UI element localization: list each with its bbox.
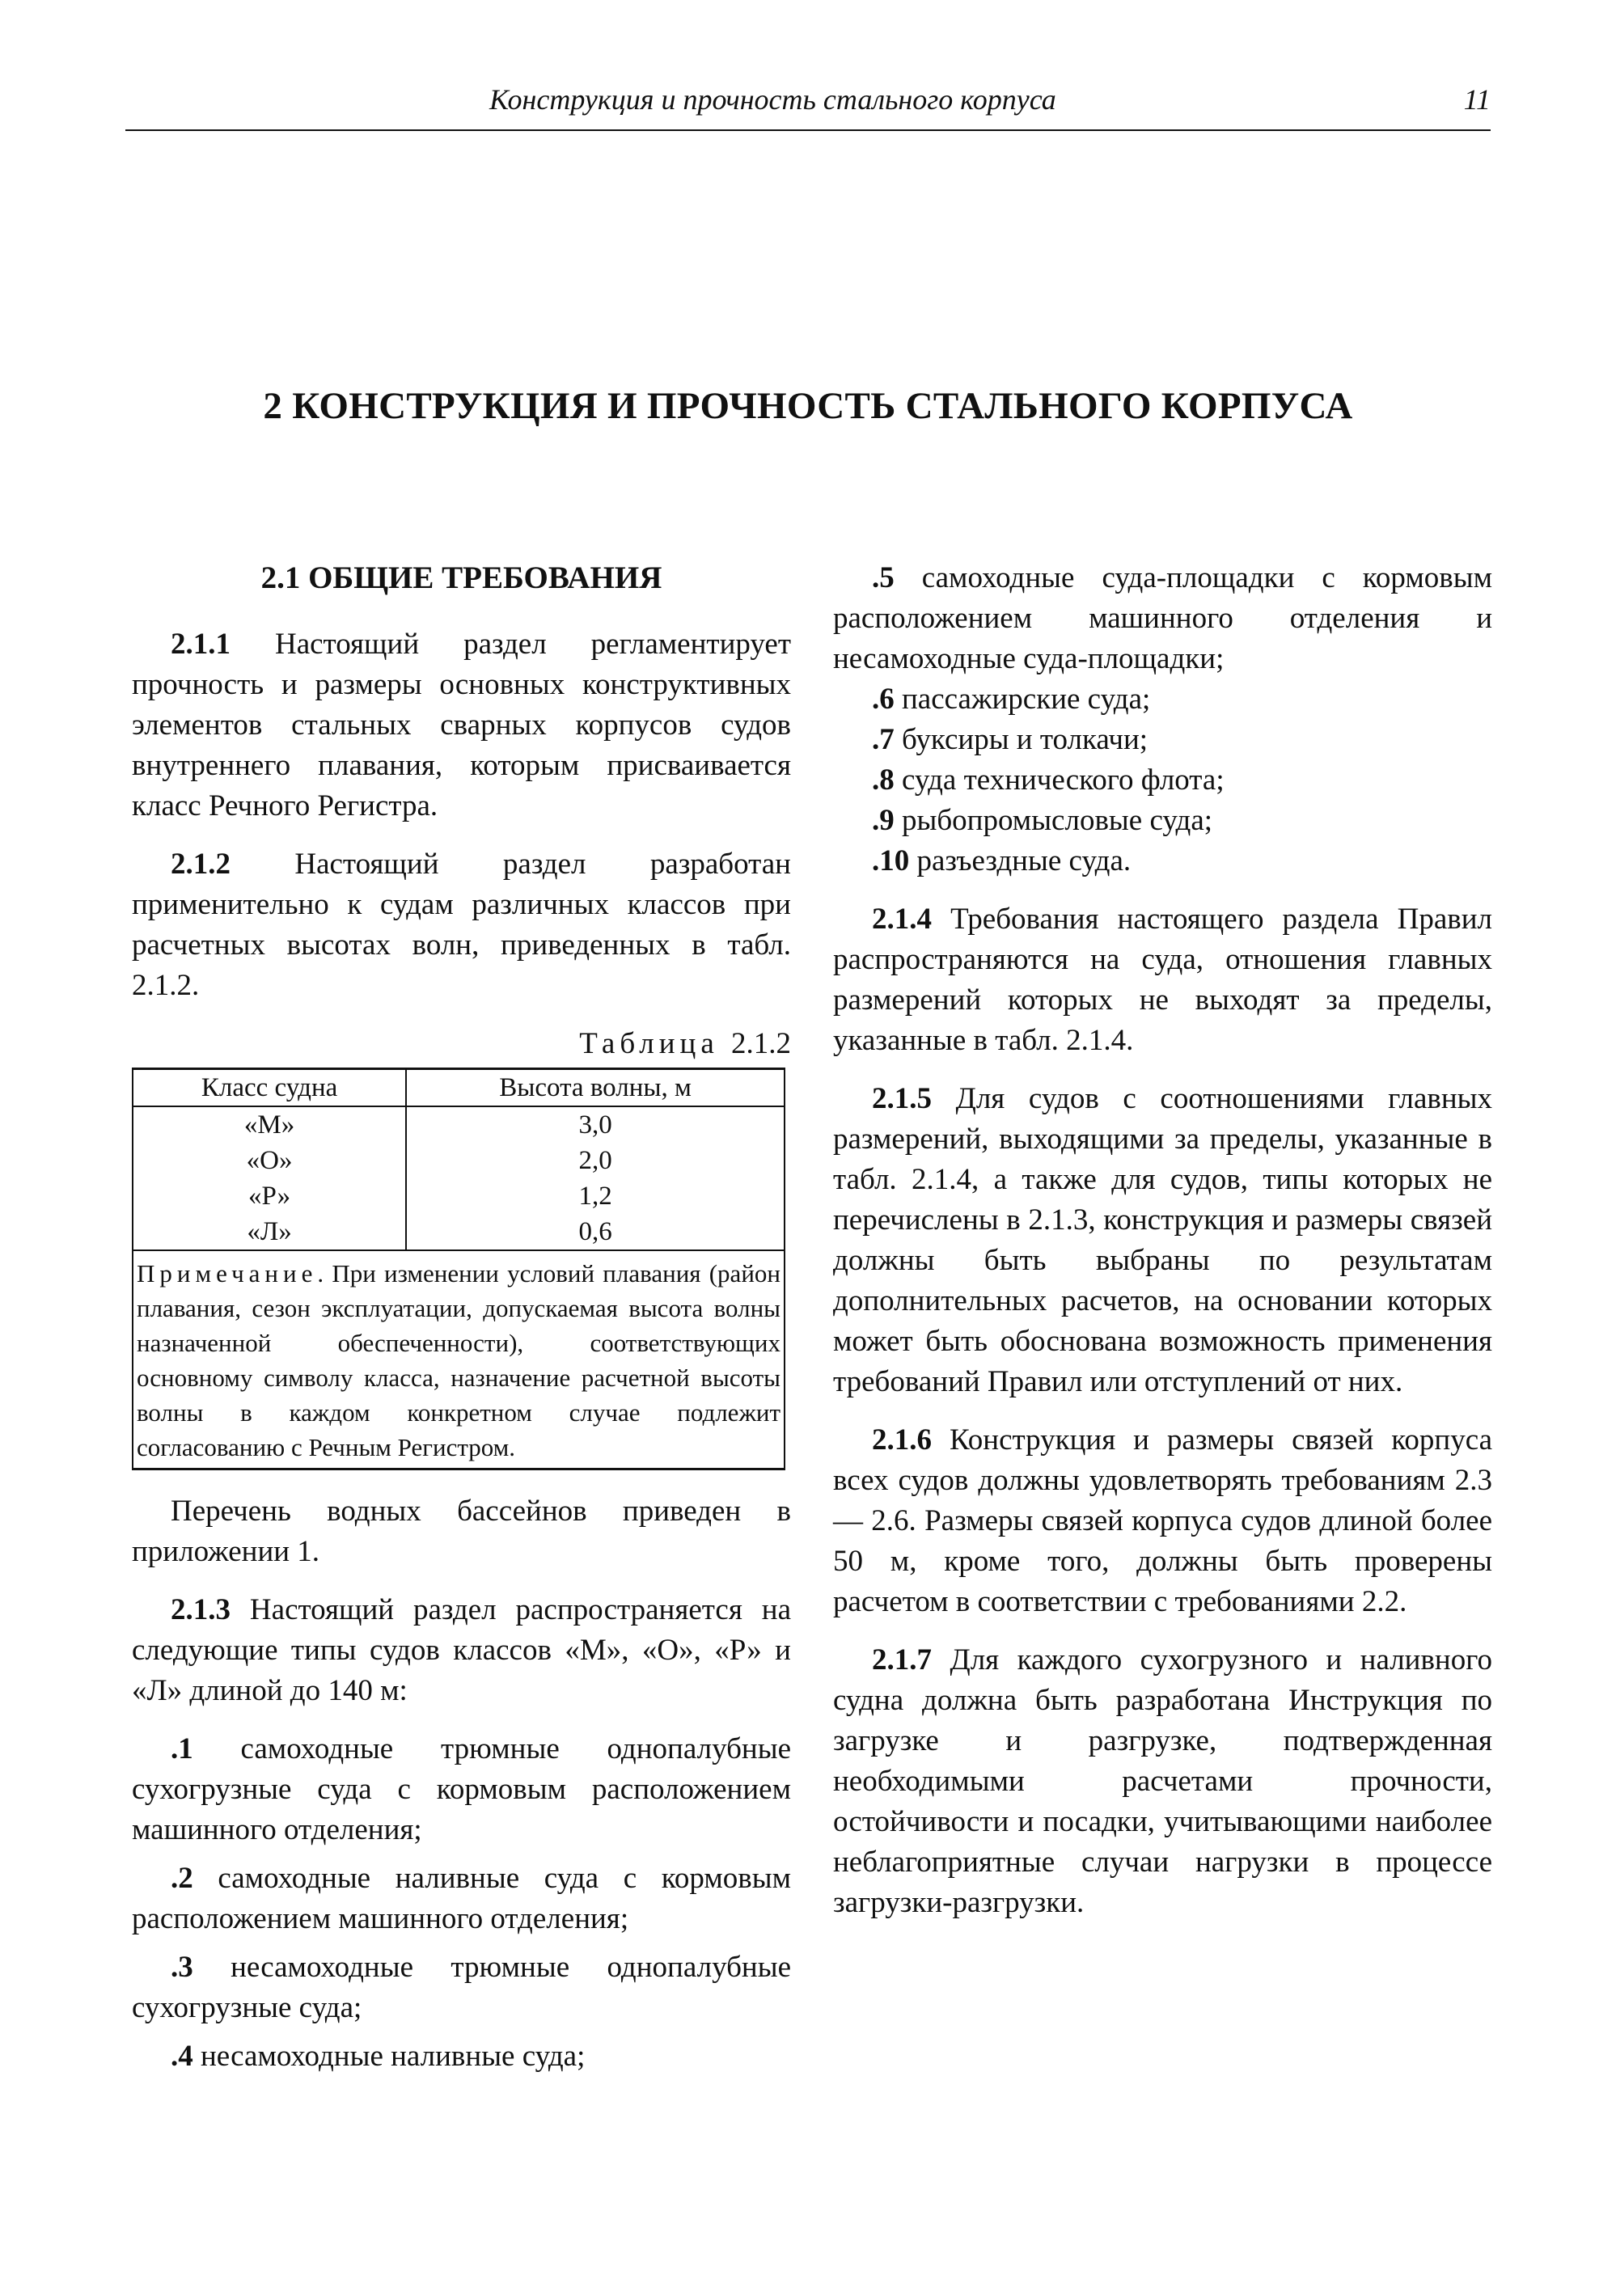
paragraph-2-1-4: 2.1.4 Требования настоящего раздела Правил распространяются на суда, отношения главных размерений которых не выходят за пределы, указанные в табл. 2.1.4.	[833, 903, 1492, 1057]
page-number: 11	[1463, 83, 1491, 116]
paragraph-basins: Перечень водных бассейнов приведен в приложении 1.	[132, 1495, 791, 1568]
page-header	[125, 82, 1491, 131]
paragraph-2-1-7: 2.1.7 Для каждого сухогрузного и наливного судна должна быть разработана Инструкция по загрузке и разгрузке, подтвержденная необходимыми расчетами прочности, остойчивости и посадки, учитывающими наиболее неблагоприятные случаи нагрузки в процессе загрузки-разгрузки.	[833, 1643, 1492, 1919]
table-row: «Р» 1,2	[133, 1178, 785, 1214]
table-header-wave: Высота волны, м	[406, 1069, 785, 1107]
table-caption: Таблица 2.1.2	[579, 1027, 791, 1060]
table-note: Примечание. При изменении условий плавания (район плавания, сезон эксплуатации, допускаемая высота волны назначенной обеспеченности), соответствующих основному символу класса, назначение расчетной высоты волны в каждом конкретном случае подлежит согласованию с Речным Регистром.	[133, 1250, 785, 1469]
paragraph-2-1-3: 2.1.3 Настоящий раздел распространяется на следующие типы судов классов «М», «О», «Р» и «Л» длиной до 140 м:	[132, 1593, 791, 1707]
list-item: .2 самоходные наливные суда с кормовым расположением машинного отделения;	[132, 1862, 791, 1935]
table-row: «О» 2,0	[133, 1143, 785, 1178]
list-item: .8 суда технического флота;	[872, 763, 1225, 797]
list-item: .5 самоходные суда-площадки с кормовым расположением машинного отделения и несамоходные суда-площадки;	[833, 561, 1492, 675]
paragraph-2-1-5: 2.1.5 Для судов с соотношениями главных размерений, выходящими за пределы, указанные в табл. 2.1.4, а также для судов, типы которых не перечислены в 2.1.3, конструкция и размеры связей должны быть выбраны по результатам дополнительных расчетов, на основании которых может быть обоснована возможность применения требований Правил или отступлений от них.	[833, 1082, 1492, 1398]
list-item: .7 буксиры и толкачи;	[872, 723, 1148, 756]
paragraph-2-1-2: 2.1.2 Настоящий раздел разработан применительно к судам различных классов при расчетных высотах волн, приведенных в табл. 2.1.2.	[132, 848, 791, 1002]
list-item: .3 несамоходные трюмные однопалубные сухогрузные суда;	[132, 1951, 791, 2024]
right-column	[833, 558, 1492, 1941]
left-column	[132, 558, 791, 2085]
list-item: .4 несамоходные наливные суда;	[171, 2040, 586, 2073]
running-title: Конструкция и прочность стального корпуса	[489, 83, 1056, 116]
paragraph-2-1-1: 2.1.1 Настоящий раздел регламентирует прочность и размеры основных конструктивных элементов стальных сварных корпусов судов внутреннего плавания, которым присваивается класс Речного Регистра.	[132, 628, 791, 822]
list-item: .1 самоходные трюмные однопалубные сухогрузные суда с кормовым расположением машинного отделения;	[132, 1732, 791, 1846]
table-header-class: Класс судна	[133, 1069, 406, 1107]
list-item: .6 пассажирские суда;	[872, 683, 1151, 716]
list-item: .10 разъездные суда.	[872, 844, 1132, 877]
table-row: «М» 3,0	[133, 1106, 785, 1143]
chapter-title: 2 КОНСТРУКЦИЯ И ПРОЧНОСТЬ СТАЛЬНОГО КОРПУСА	[263, 385, 1353, 427]
wave-height-table	[132, 1068, 785, 1470]
list-item: .9 рыбопромысловые суда;	[872, 804, 1213, 837]
paragraph-2-1-6: 2.1.6 Конструкция и размеры связей корпуса всех судов должны удовлетворять требованиям 2.3 — 2.6. Размеры связей корпуса судов длиной более 50 м, кроме того, должны быть проверены расчетом в соответствии с требованиями 2.2.	[833, 1423, 1492, 1618]
section-heading: 2.1 ОБЩИЕ ТРЕБОВАНИЯ	[260, 560, 662, 595]
table-row: «Л» 0,6	[133, 1214, 785, 1250]
